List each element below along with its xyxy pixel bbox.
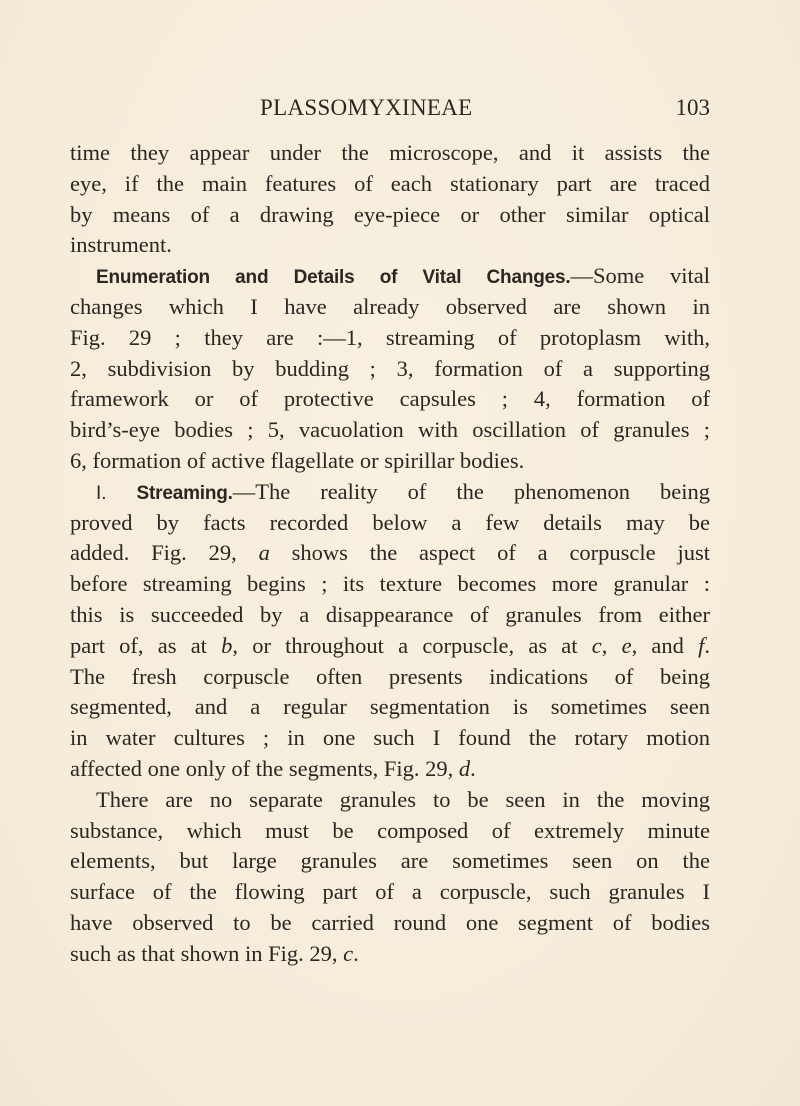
text-line: bird’s-eye bodies ; 5, vacuolation with oscillation of granules ;	[70, 417, 710, 443]
text-line: 2, subdivision by budding ; 3, formation of a supporting	[70, 355, 710, 381]
figure-ref: c	[591, 632, 602, 658]
body-text	[70, 138, 710, 970]
text-line: segmented, and a regular segmentation is sometimes seen	[70, 694, 710, 720]
figure-ref: e	[621, 632, 632, 658]
text-line: surface of the flowing part of a corpuscle, such granules I	[70, 879, 710, 905]
text-line: The fresh corpuscle often presents indications of being	[70, 663, 710, 689]
page-number: 103	[675, 95, 710, 120]
figure-ref: a	[258, 540, 270, 566]
text-line: changes which I have already observed are shown in	[70, 293, 710, 319]
paragraph-vital-changes	[70, 261, 710, 477]
text-line: elements, but large granules are sometimes seen on the	[70, 848, 710, 874]
running-head	[70, 95, 710, 125]
text-line: added. Fig. 29, a shows the aspect of a corpuscle just	[70, 540, 710, 566]
text-line: before streaming begins ; its texture becomes more granular :	[70, 571, 710, 597]
paragraph-streaming	[70, 477, 710, 785]
paragraph-1	[70, 138, 710, 261]
text-line: framework or of protective capsules ; 4, formation of	[70, 386, 710, 412]
text-line: by means of a drawing eye-piece or other similar optical	[70, 201, 710, 227]
text-line: There are no separate granules to be seen in the moving	[96, 786, 710, 812]
text-line: Enumeration and Details of Vital Changes.—Some vital	[96, 263, 710, 289]
text-line: 6, formation of active flagellate or spirillar bodies.	[70, 447, 525, 473]
text-line: affected one only of the segments, Fig. 29, d.	[70, 755, 476, 781]
section-heading: Enumeration and Details of Vital Changes.	[96, 267, 571, 289]
text-line: Fig. 29 ; they are :—1, streaming of protoplasm with,	[70, 324, 710, 350]
figure-ref: c	[343, 940, 354, 966]
text-line: substance, which must be composed of extremely minute	[70, 817, 710, 843]
figure-ref: f	[698, 632, 705, 658]
running-title: PLASSOMYXINEAE	[260, 95, 473, 120]
text-line: I. Streaming.—The reality of the phenomenon being	[96, 478, 710, 504]
section-numeral: I.	[96, 482, 107, 504]
text-line: part of, as at b, or throughout a corpuscle, as at c, e, and f.	[70, 632, 710, 658]
text-line: proved by facts recorded below a few details may be	[70, 509, 710, 535]
text-line: instrument.	[70, 232, 172, 258]
paragraph-granules	[70, 785, 710, 970]
text-line: time they appear under the microscope, and it assists the	[70, 140, 710, 165]
text-line: eye, if the main features of each stationary part are traced	[70, 170, 710, 196]
text-line: in water cultures ; in one such I found the rotary motion	[70, 725, 710, 751]
text-line: this is succeeded by a disappearance of granules from either	[70, 601, 710, 627]
section-heading: Streaming.	[136, 482, 233, 504]
text-line: such as that shown in Fig. 29, c.	[70, 940, 359, 966]
figure-ref: b	[221, 632, 233, 658]
text-line: have observed to be carried round one segment of bodies	[70, 909, 710, 935]
figure-ref: d	[458, 755, 471, 781]
